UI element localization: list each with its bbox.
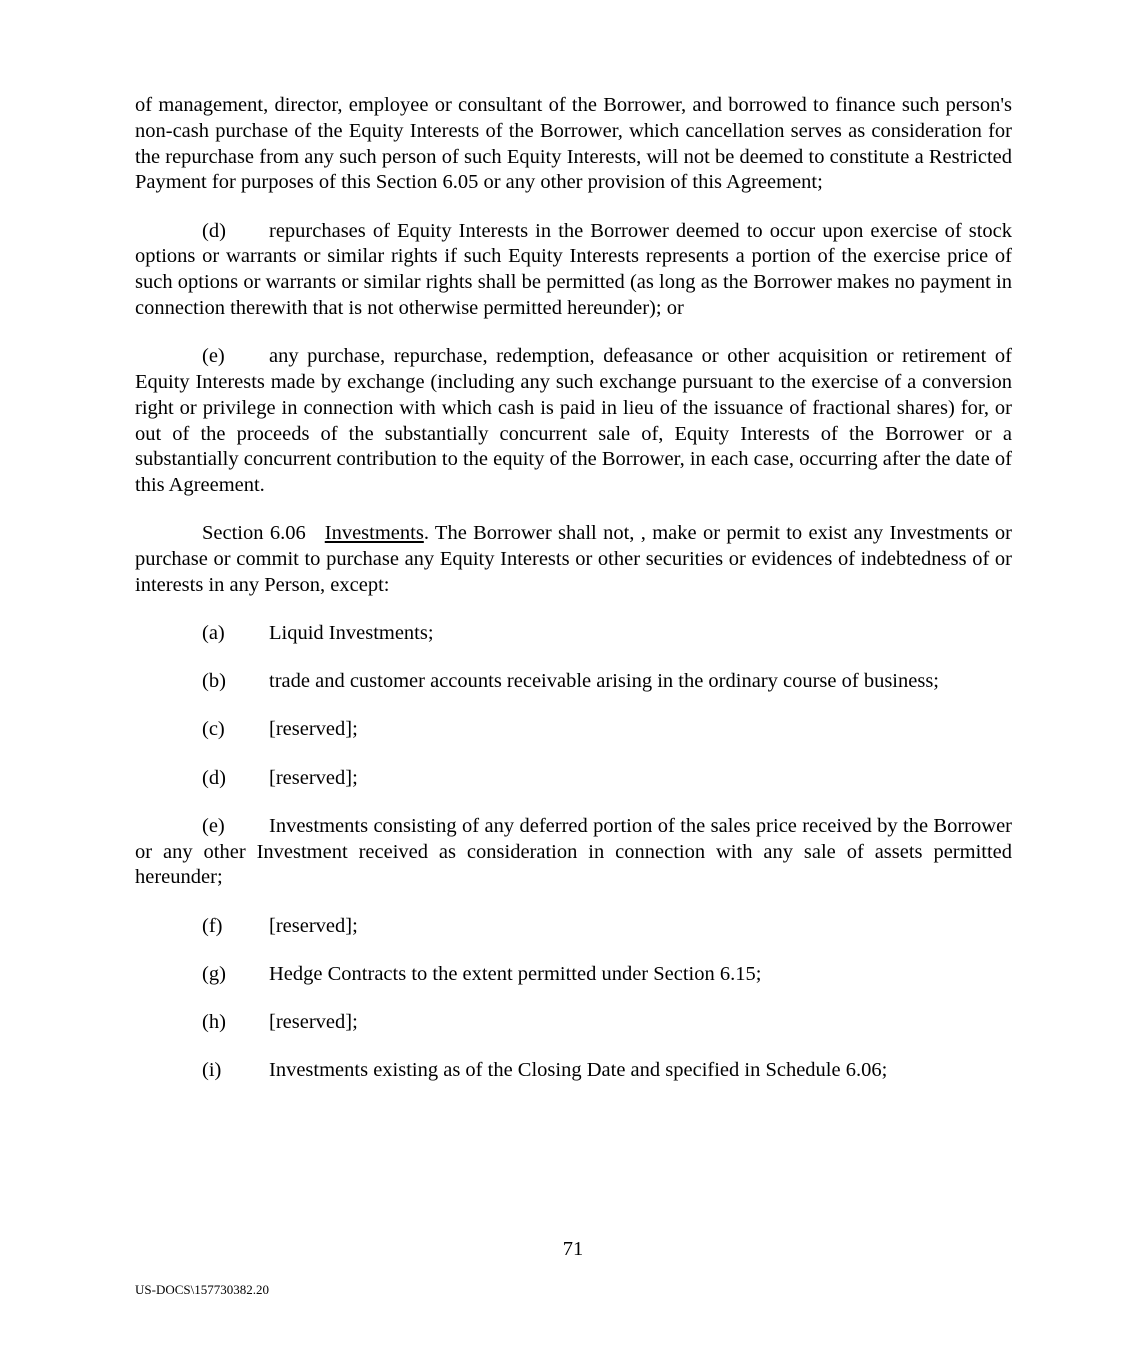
item-text: [reserved]; (269, 1011, 358, 1034)
item-text: Hedge Contracts to the extent permitted under Section 6.15; (269, 962, 762, 985)
clause-label: (d) (202, 219, 226, 242)
item-label: (i) (202, 1059, 222, 1082)
item-label: (g) (202, 962, 226, 985)
investment-item-d (135, 766, 1012, 792)
clause-6-05-d (135, 219, 1012, 322)
clause-6-05-e (135, 344, 1012, 499)
clause-text: any purchase, repurchase, redemption, defeasance or other acquisition or retirement of Equity Interests made by exchange (including any such exchange pursuant to the exercise of a conversion right or privilege in connection with which cash is paid in lieu of the issuance of fractional shares) for, or out of the proceeds of the substantially concurrent sale of, Equity Interests of the Borrower or a substantially concurrent contribution to the equity of the Borrower, in each case, occurring after the date of this Agreement. (135, 345, 1012, 497)
item-label: (d) (202, 766, 226, 789)
continuation-paragraph: of management, director, employee or consultant of the Borrower, and borrowed to finance such person's non-cash purchase of the Equity Interests of the Borrower, which cancellation serves as consideration for the repurchase from any such person of such Equity Interests, will not be deemed to constitute a Restricted Payment for purposes of this Section 6.05 or any other provision of this Agreement; (135, 94, 1012, 194)
item-label: (h) (202, 1011, 226, 1034)
item-text: Liquid Investments; (269, 622, 434, 645)
item-text: Investments consisting of any deferred portion of the sales price received by the Borrower or any other Investment received as consideration in connection with any sale of assets permitted hereunder; (135, 814, 1012, 889)
document-id: US-DOCS\157730382.20 (135, 1282, 269, 1297)
investment-item-h (135, 1010, 1012, 1036)
clause-text: repurchases of Equity Interests in the Borrower deemed to occur upon exercise of stock options or warrants or similar rights if such Equity Interests represents a portion of the exercise price of such options or warrants or similar rights shall be permitted (as long as the Borrower makes no payment in connection therewith that is not otherwise permitted hereunder); or (135, 219, 1012, 319)
item-text: Investments existing as of the Closing Date and specified in Schedule 6.06; (269, 1059, 888, 1082)
item-label: (f) (202, 914, 223, 937)
item-label: (c) (202, 718, 225, 741)
section-title: Investments (324, 522, 424, 545)
item-text: [reserved]; (269, 914, 358, 937)
investment-item-a (135, 621, 1012, 647)
item-label: (a) (202, 622, 225, 645)
investment-item-g (135, 962, 1012, 988)
clause-label: (e) (202, 345, 225, 368)
item-text: [reserved]; (269, 718, 358, 741)
investment-item-f (135, 914, 1012, 940)
item-text: trade and customer accounts receivable arising in the ordinary course of business; (269, 670, 940, 693)
page-number: 71 (562, 1238, 584, 1260)
item-label: (e) (202, 814, 225, 837)
section-intro: . The Borrower shall not, , make or permit to exist any Investments or purchase or commit to purchase any Equity Interests or other securities or evidences of indebtedness of or interests in any Person, except: (135, 522, 1013, 596)
investment-item-e (135, 814, 1012, 891)
item-label: (b) (202, 670, 226, 693)
section-6-06-heading-paragraph (135, 521, 1012, 598)
investment-item-c (135, 717, 1012, 743)
item-text: [reserved]; (269, 766, 358, 789)
section-number: Section 6.06 (202, 522, 306, 545)
document-page (135, 93, 1012, 1084)
investment-item-i (135, 1058, 1012, 1084)
investment-item-b (135, 669, 1012, 695)
